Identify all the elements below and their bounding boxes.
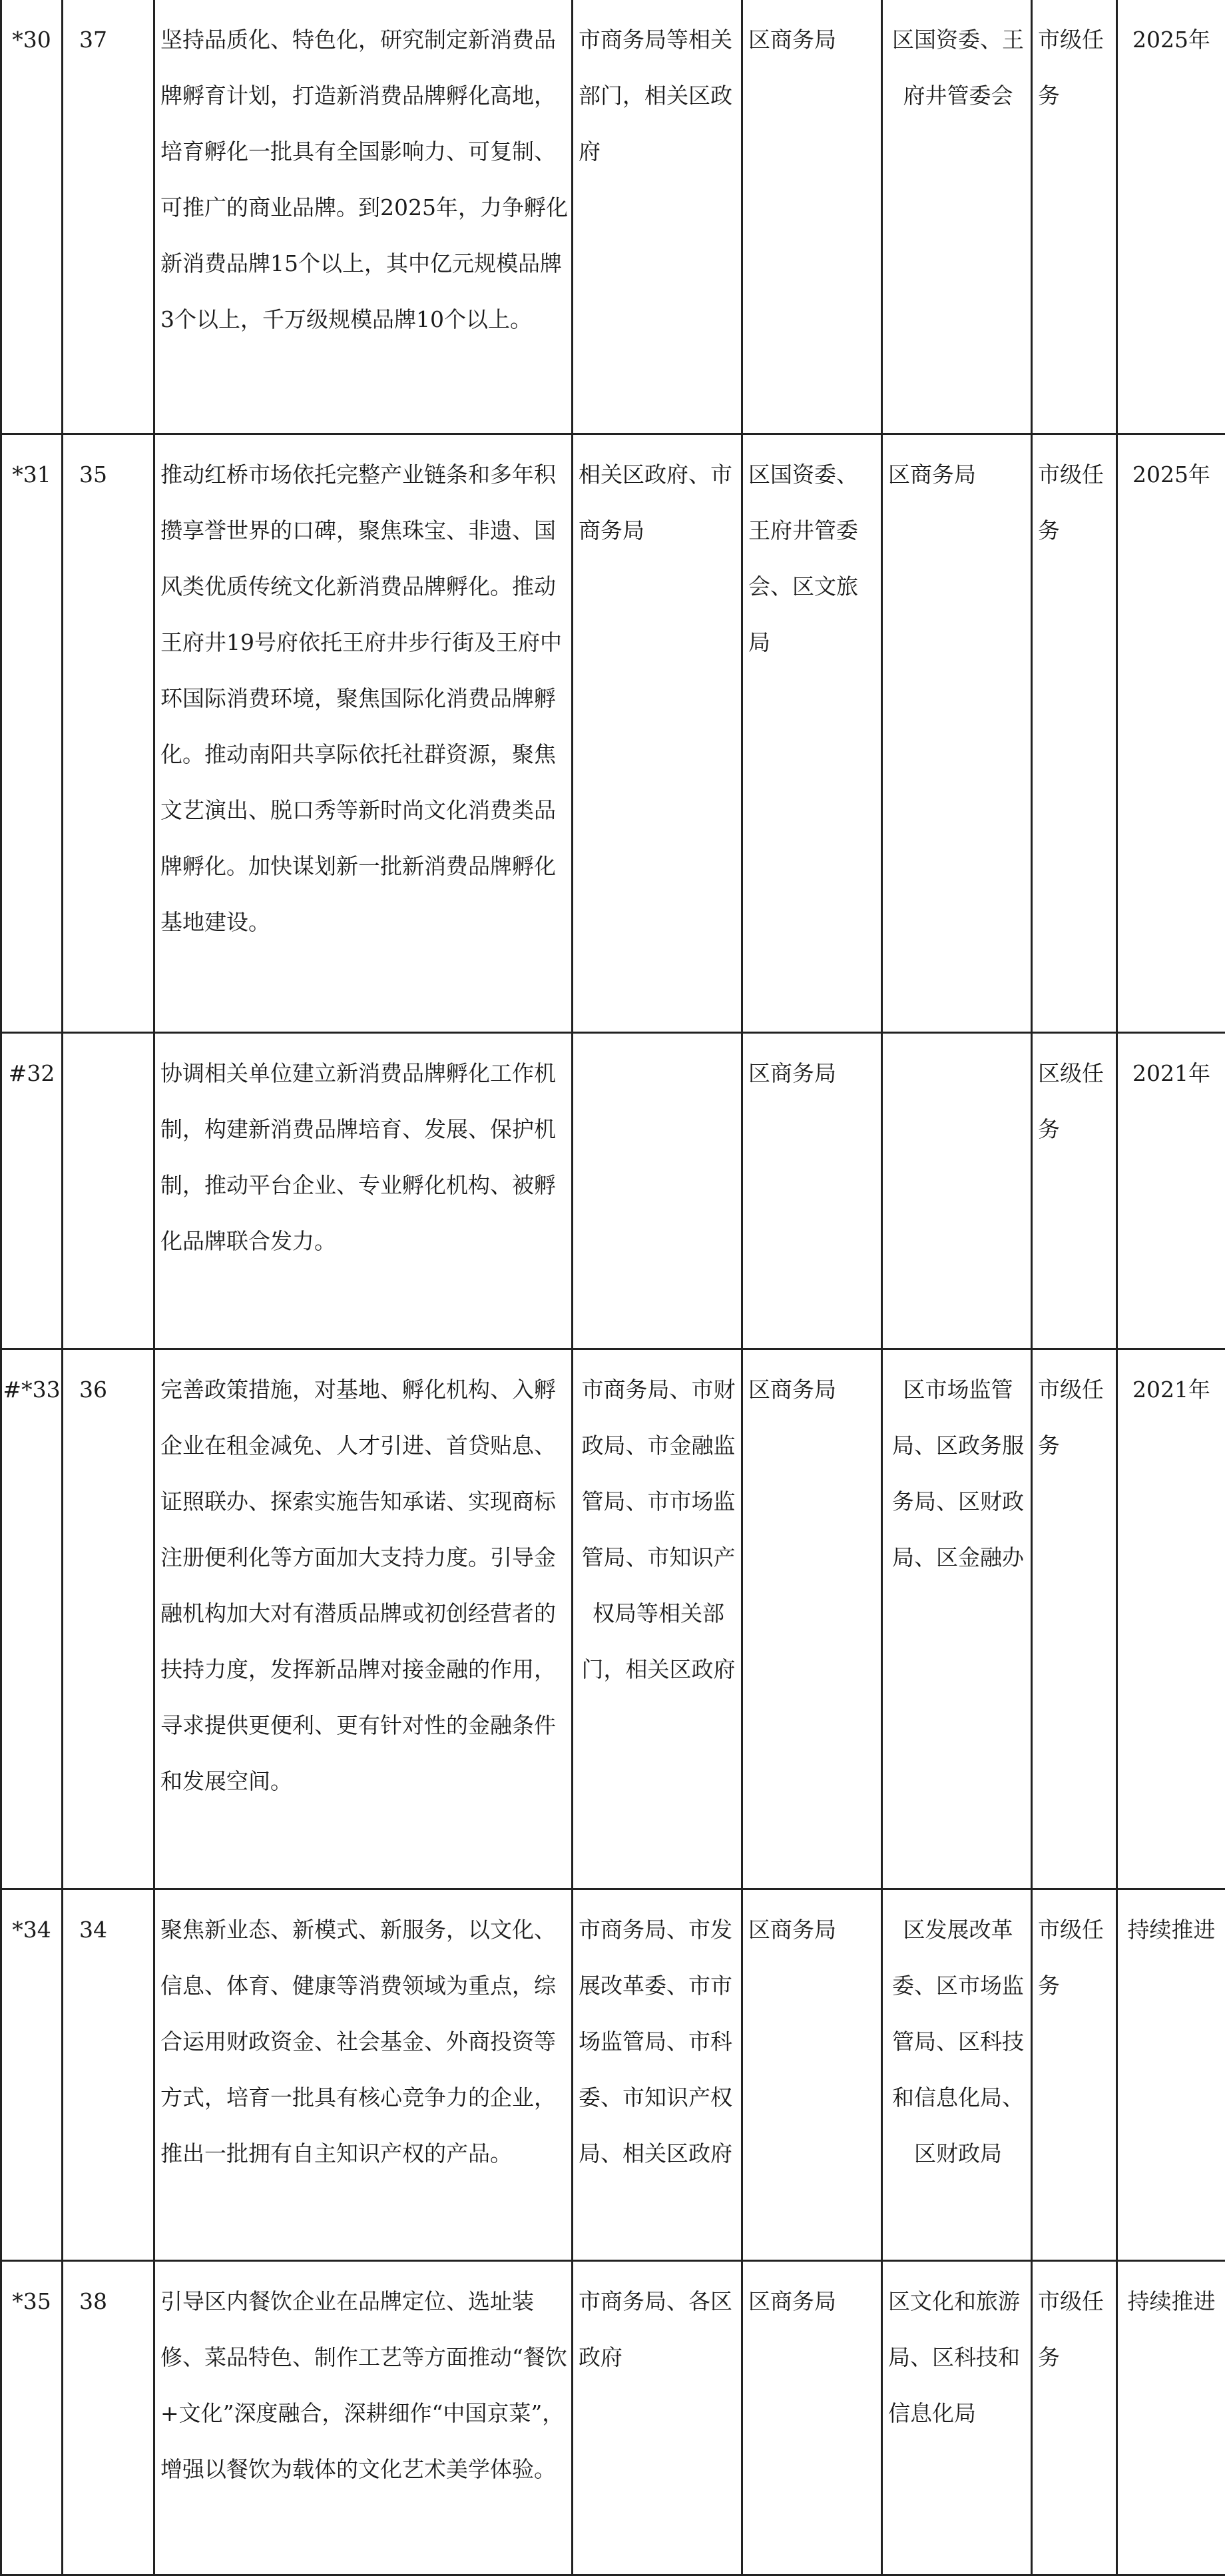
city-responsible-unit: 市商务局、市财政局、市金融监管局、市市场监管局、市知识产权局等相关部门，相关区政府	[579, 1350, 738, 1698]
city-unit-cell	[573, 0, 742, 434]
city-unit-cell	[573, 1889, 742, 2260]
row-index-cell	[1, 434, 63, 1032]
deadline-cell	[1117, 1032, 1225, 1349]
cooperating-unit: 区国资委、王府井管委会	[888, 0, 1028, 124]
row-index: *30	[2, 0, 61, 68]
cooperating-unit: 区市场监管局、区政务服务局、区财政局、区金融办	[888, 1350, 1028, 1586]
coop-unit-cell	[882, 1889, 1032, 2260]
ref-number-cell	[63, 1889, 154, 2260]
lead-unit-cell	[742, 434, 882, 1032]
city-responsible-unit: 市商务局、各区政府	[579, 2262, 738, 2386]
ref-number-cell	[63, 0, 154, 434]
table-row	[1, 2260, 1225, 2575]
city-responsible-unit: 市商务局、市发展改革委、市市场监管局、市科委、市知识产权局、相关区政府	[579, 1890, 738, 2182]
table-row	[1, 1349, 1225, 1889]
task-content: 推动红桥市场依托完整产业链条和多年积攒享誉世界的口碑，聚焦珠宝、非遗、国风类优质传统文化新消费品牌孵化。推动王府井19号府依托王府井步行街及王府中环国际消费环境，聚焦国际化消费品牌孵化。推动南阳共享际依托社群资源，聚焦文艺演出、脱口秀等新时尚文化消费类品牌孵化。加快谋划新一批新消费品牌孵化基地建设。	[160, 435, 569, 950]
task-content: 坚持品质化、特色化，研究制定新消费品牌孵育计划，打造新消费品牌孵化高地，培育孵化一批具有全国影响力、可复制、可推广的商业品牌。到2025年，力争孵化新消费品牌15个以上，其中亿元规模品牌3个以上，千万级规模品牌10个以上。	[160, 0, 569, 348]
cooperating-unit: 区文化和旅游局、区科技和信息化局	[888, 2262, 1028, 2441]
task-content: 完善政策措施，对基地、孵化机构、入孵企业在租金减免、人才引进、首贷贴息、证照联办、探索实施告知承诺、实现商标注册便利化等方面加大支持力度。引导金融机构加大对有潜质品牌或初创经营者的扶持力度，发挥新品牌对接金融的作用，寻求提供更便利、更有针对性的金融条件和发展空间。	[160, 1350, 569, 1809]
task-content-cell	[154, 1889, 573, 2260]
ref-number: 35	[79, 435, 153, 503]
ref-number-cell	[63, 1032, 154, 1349]
cooperating-unit: 区商务局	[888, 435, 1028, 503]
ref-number	[79, 1034, 153, 1046]
row-index: *34	[2, 1890, 61, 1958]
deadline: 持续推进	[1118, 2262, 1225, 2330]
task-content-cell	[154, 0, 573, 434]
city-unit-cell	[573, 2260, 742, 2575]
ref-number: 38	[79, 2262, 153, 2330]
task-content-cell	[154, 434, 573, 1032]
city-unit-cell	[573, 1032, 742, 1349]
city-unit-cell	[573, 434, 742, 1032]
table-row	[1, 434, 1225, 1032]
deadline-cell	[1117, 2260, 1225, 2575]
deadline: 2025年	[1118, 0, 1225, 68]
table-row	[1, 0, 1225, 434]
task-content-cell	[154, 1349, 573, 1889]
row-index: #32	[2, 1034, 61, 1102]
task-level: 市级任务	[1038, 0, 1113, 124]
lead-unit-cell	[742, 0, 882, 434]
deadline-cell	[1117, 1889, 1225, 2260]
row-index-cell	[1, 0, 63, 434]
deadline: 持续推进	[1118, 1890, 1225, 1958]
deadline-cell	[1117, 0, 1225, 434]
task-content: 协调相关单位建立新消费品牌孵化工作机制，构建新消费品牌培育、发展、保护机制，推动平台企业、专业孵化机构、被孵化品牌联合发力。	[160, 1034, 569, 1269]
task-level: 市级任务	[1038, 1890, 1113, 2014]
task-level-cell	[1032, 434, 1117, 1032]
ref-number: 37	[79, 0, 153, 68]
row-index-cell	[1, 1889, 63, 2260]
task-level-cell	[1032, 1349, 1117, 1889]
coop-unit-cell	[882, 0, 1032, 434]
deadline: 2021年	[1118, 1034, 1225, 1102]
row-index-cell	[1, 2260, 63, 2575]
cooperating-unit	[888, 1034, 1028, 1046]
task-content-cell	[154, 2260, 573, 2575]
coop-unit-cell	[882, 2260, 1032, 2575]
coop-unit-cell	[882, 1349, 1032, 1889]
lead-unit: 区商务局	[748, 1350, 878, 1418]
lead-unit-cell	[742, 1032, 882, 1349]
table-row	[1, 1032, 1225, 1349]
deadline-cell	[1117, 1349, 1225, 1889]
deadline-cell	[1117, 434, 1225, 1032]
task-level-cell	[1032, 0, 1117, 434]
task-level: 区级任务	[1038, 1034, 1113, 1157]
lead-unit-cell	[742, 1889, 882, 2260]
row-index-cell	[1, 1032, 63, 1349]
city-responsible-unit	[579, 1034, 738, 1046]
task-content: 聚焦新业态、新模式、新服务，以文化、信息、体育、健康等消费领域为重点，综合运用财政资金、社会基金、外商投资等方式，培育一批具有核心竞争力的企业，推出一批拥有自主知识产权的产品。	[160, 1890, 569, 2182]
city-unit-cell	[573, 1349, 742, 1889]
lead-unit: 区商务局	[748, 2262, 878, 2330]
task-content: 引导区内餐饮企业在品牌定位、选址装修、菜品特色、制作工艺等方面推动“餐饮+文化”深度融合，深耕细作“中国京菜”，增强以餐饮为载体的文化艺术美学体验。	[160, 2262, 569, 2497]
row-index: *35	[2, 2262, 61, 2330]
deadline: 2021年	[1118, 1350, 1225, 1418]
lead-unit: 区商务局	[748, 1034, 878, 1102]
task-level-cell	[1032, 1032, 1117, 1349]
row-index: *31	[2, 435, 61, 503]
lead-unit: 区商务局	[748, 1890, 878, 1958]
coop-unit-cell	[882, 434, 1032, 1032]
task-level-cell	[1032, 2260, 1117, 2575]
lead-unit: 区商务局	[748, 0, 878, 68]
city-responsible-unit: 相关区政府、市商务局	[579, 435, 738, 559]
task-content-cell	[154, 1032, 573, 1349]
cooperating-unit: 区发展改革委、区市场监管局、区科技和信息化局、区财政局	[888, 1890, 1028, 2182]
coop-unit-cell	[882, 1032, 1032, 1349]
lead-unit-cell	[742, 2260, 882, 2575]
lead-unit: 区国资委、王府井管委会、区文旅局	[748, 435, 878, 671]
row-index: #*33	[2, 1350, 61, 1418]
task-level-cell	[1032, 1889, 1117, 2260]
task-level: 市级任务	[1038, 1350, 1113, 1474]
task-level: 市级任务	[1038, 435, 1113, 559]
ref-number-cell	[63, 1349, 154, 1889]
ref-number: 34	[79, 1890, 153, 1958]
table-row	[1, 1889, 1225, 2260]
deadline: 2025年	[1118, 435, 1225, 503]
lead-unit-cell	[742, 1349, 882, 1889]
ref-number: 36	[79, 1350, 153, 1418]
row-index-cell	[1, 1349, 63, 1889]
ref-number-cell	[63, 434, 154, 1032]
task-level: 市级任务	[1038, 2262, 1113, 2386]
ref-number-cell	[63, 2260, 154, 2575]
city-responsible-unit: 市商务局等相关部门，相关区政府	[579, 0, 738, 180]
